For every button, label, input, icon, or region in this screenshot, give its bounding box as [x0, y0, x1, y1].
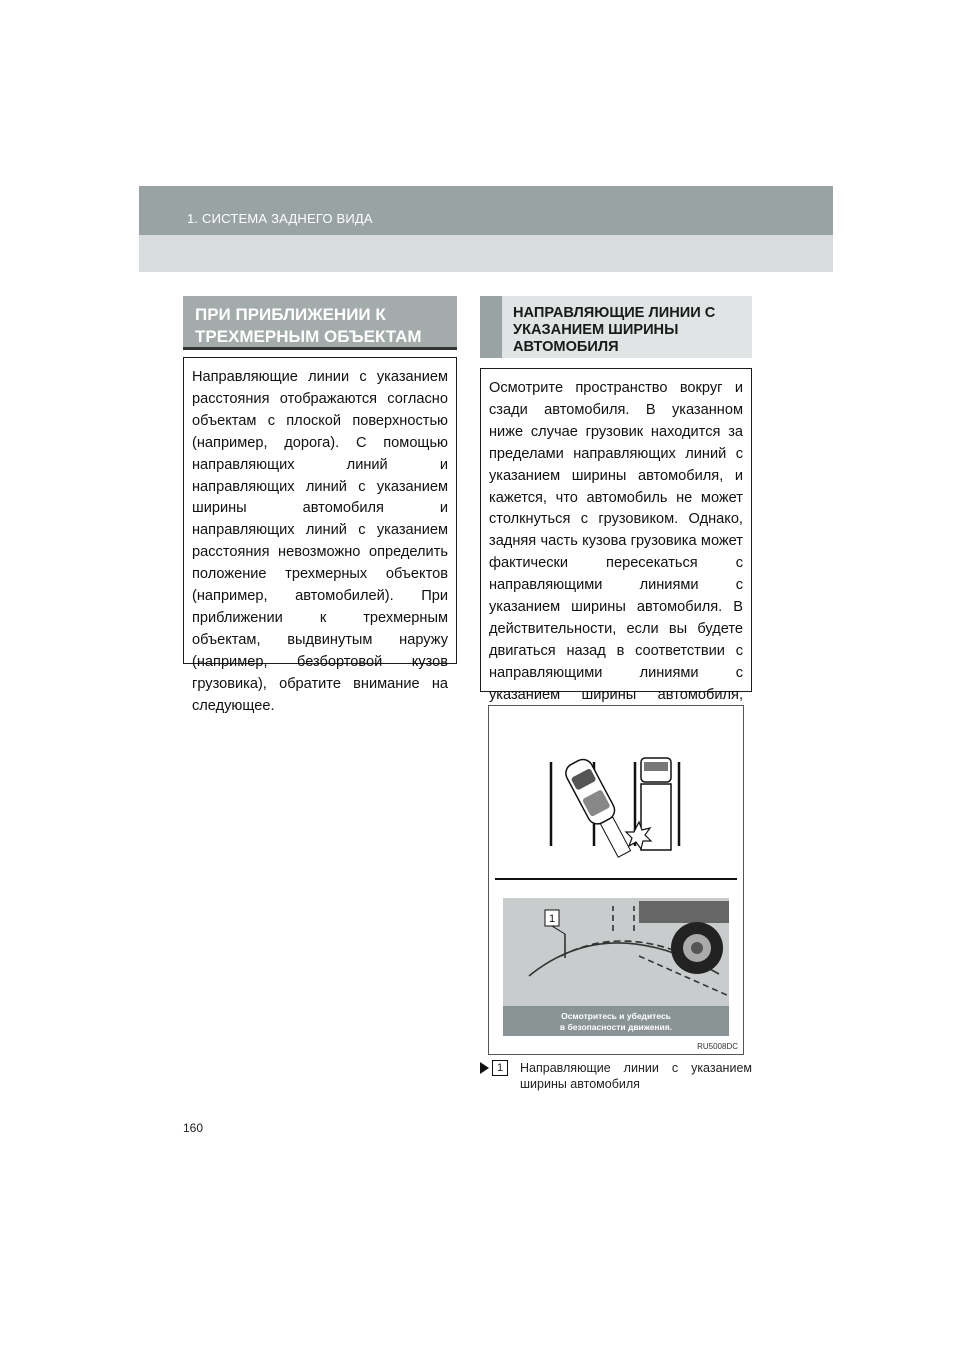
caption-text: Направляющие линии с указанием ширины автомобиля — [520, 1061, 752, 1091]
parking-illustration — [489, 706, 743, 1054]
car-top-view — [562, 756, 636, 861]
callout-number: 1 — [548, 913, 556, 925]
heading-accent-bar — [480, 296, 502, 358]
right-section-body: Осмотрите пространство вокруг и сзади автомобиля. В указанном ниже случае грузовик находится за пределами направляющих линий с указанием ширины автомобиля, и кажется, что автомобиль не может столкнуться с грузовиком. Однако, задняя часть кузова грузовика может фактически пересекаться с направляющими линиями с указанием ширины автомобиля. В действительности, если вы будете двигаться назад в соответствии с направляющими линиями с указанием ширины автомобиля, — [480, 368, 752, 692]
left-section-heading: ПРИ ПРИБЛИЖЕНИИ К ТРЕХМЕРНЫМ ОБЪЕКТАМ — [183, 296, 457, 350]
header-subband — [139, 235, 833, 272]
right-section-heading-box — [480, 296, 752, 358]
section-label: 1. СИСТЕМА ЗАДНЕГО ВИДА — [187, 211, 373, 226]
caption-number: 1 — [492, 1060, 508, 1076]
screen-message-line1: Осмотритесь и убедитесь — [561, 1011, 671, 1021]
illustration-frame — [488, 705, 744, 1055]
figure-code: RU5008DC — [697, 1042, 738, 1051]
screen-message-line2: в безопасности движения. — [559, 1022, 673, 1032]
page-number: 160 — [183, 1121, 204, 1135]
right-section-heading: НАПРАВЛЯЮЩИЕ ЛИНИИ С УКАЗАНИЕМ ШИРИНЫ АВТОМОБИЛЯ — [513, 305, 716, 355]
figure-caption — [480, 1060, 752, 1092]
caption-arrow-icon — [480, 1062, 489, 1074]
left-section-body: Направляющие линии с указанием расстояния отображаются согласно объектам с плоской поверхностью (например, дорога). С помощью направляющих линий и направляющих линий с указанием ширины автомобиля и направляющих линий с указанием расстояния невозможно определить положение трехмерных объектов (например, автомобилей). При приближении к трехмерным объектам, выдвинутым наружу (например, безбортовой кузов грузовика), обратите внимание на следующее. — [183, 357, 457, 664]
